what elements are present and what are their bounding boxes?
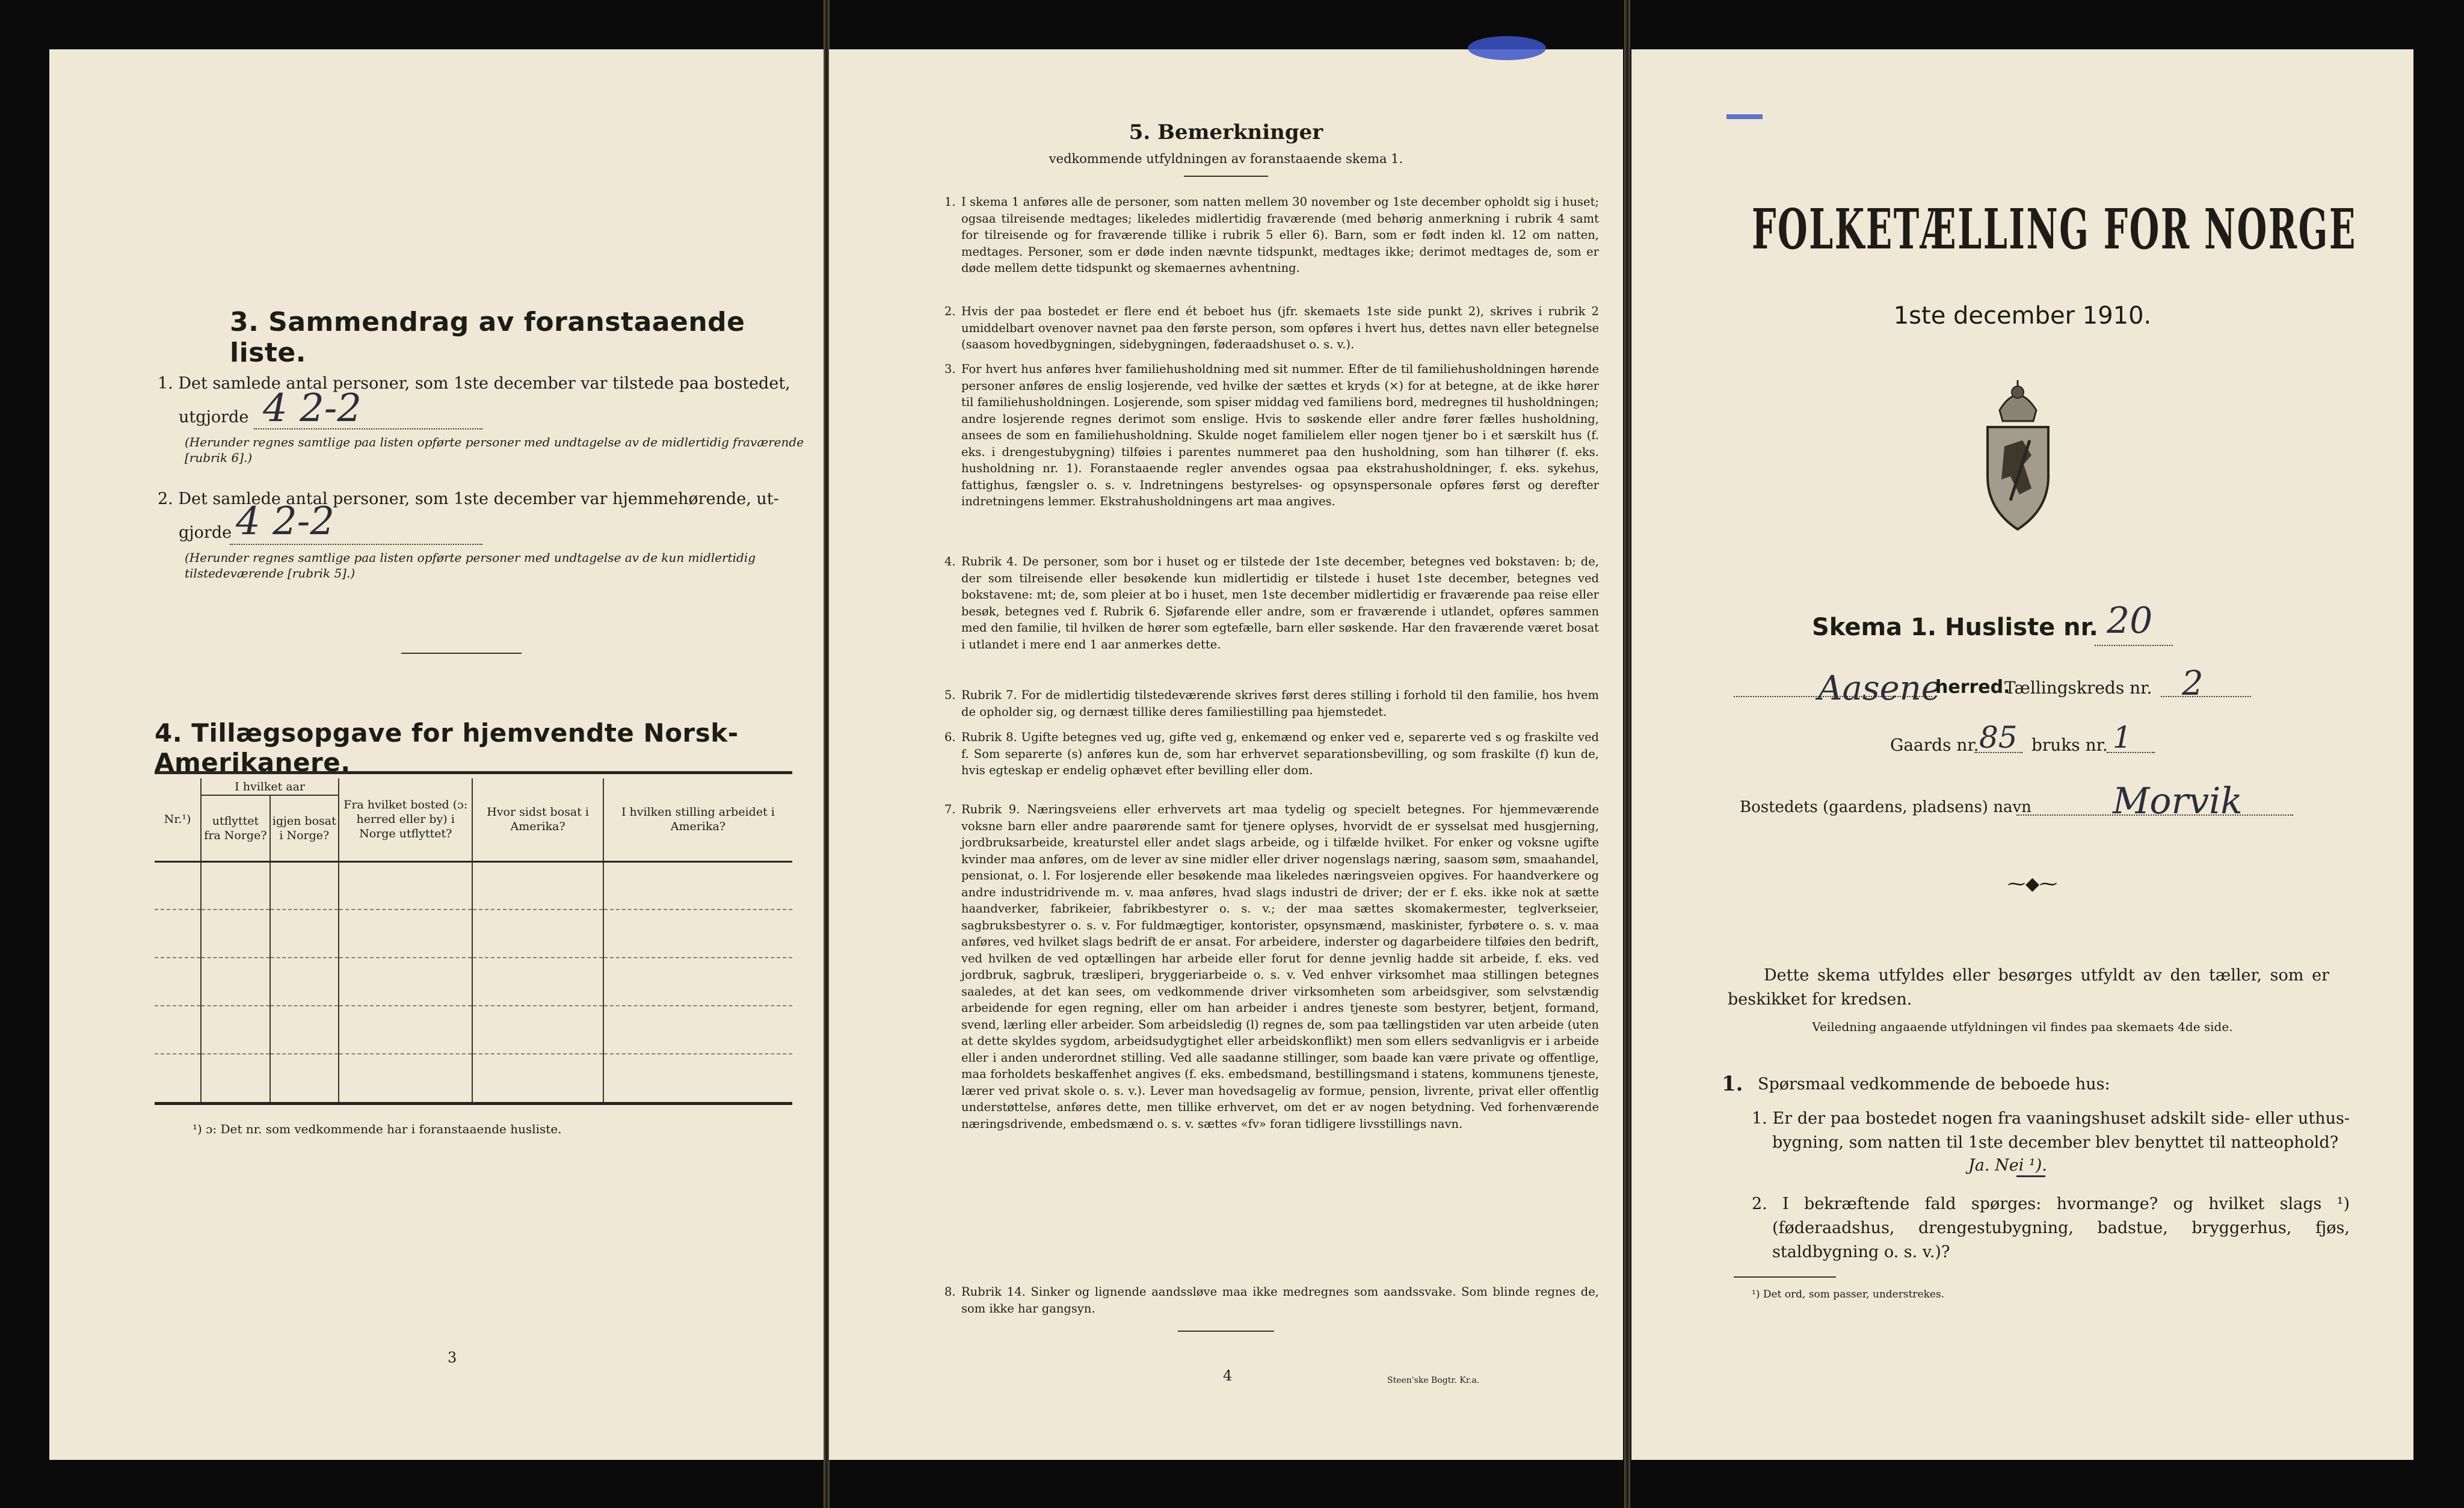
question-2: 2. I bekræftende fald spørges: hvormange? og hvilket slags ¹) (føderaadshus, drengestubygning, badstue, bryggerhus, fjøs, staldbygning o. s. v.)? xyxy=(1752,1195,2350,1261)
table-cell xyxy=(201,1006,270,1054)
remark-8 xyxy=(944,1284,1599,1317)
table-bottom-rule xyxy=(155,1102,792,1105)
remark-2 xyxy=(944,303,1599,353)
middle-page xyxy=(829,49,1623,1460)
bruks-label: bruks nr. xyxy=(2031,735,2108,755)
bottom-rule xyxy=(1178,1331,1274,1332)
table-cell xyxy=(603,909,792,958)
remark-8-number: 8. xyxy=(944,1285,956,1299)
ink-mark xyxy=(1726,114,1763,119)
page-number-4: 4 xyxy=(1223,1367,1233,1384)
gaards-handwritten: 85 xyxy=(1979,720,2018,755)
remark-2-number: 2. xyxy=(944,304,956,318)
remark-1-number: 1. xyxy=(944,195,956,209)
remark-1 xyxy=(944,194,1599,277)
printer-mark: Steen'ske Bogtr. Kr.a. xyxy=(1387,1376,1480,1385)
table-top-rule xyxy=(155,771,792,774)
table-cell xyxy=(270,1054,339,1102)
intro-text: Dette skema utfyldes eller besørges utfyldt av den tæller, som er beskikket for kredsen. xyxy=(1728,966,2329,1009)
krets-handwritten: 2 xyxy=(2182,664,2204,703)
item2-dotted-line xyxy=(230,544,482,545)
table-cell xyxy=(155,958,201,1006)
remark-6-number: 6. xyxy=(944,730,956,744)
col-utflyttet: utflyttet fra Norge? xyxy=(201,795,270,861)
section3-title: 3. Sammendrag av foranstaaende liste. xyxy=(230,307,745,368)
table-cell xyxy=(472,1054,603,1102)
table-cell xyxy=(472,909,603,958)
question-heading-number: 1. xyxy=(1722,1072,1743,1096)
bemerkninger-subtitle: vedkommende utfyldningen av foranstaaende skema 1. xyxy=(1049,152,1403,166)
remark-4-number: 4. xyxy=(944,555,956,568)
norway-coat-of-arms-icon xyxy=(1974,374,2062,537)
herred-label: herred. xyxy=(1935,677,2010,698)
gaards-dotted-line xyxy=(1974,752,2022,753)
table-cell xyxy=(155,1054,201,1102)
table-cell xyxy=(603,1006,792,1054)
remark-5-number: 5. xyxy=(944,688,956,702)
section3-item2-gjorde: gjorde xyxy=(179,523,232,542)
col-group-header: I hvilket aar xyxy=(201,778,339,795)
section4-footnote: ¹) ɔ: Det nr. som vedkommende har i foranstaaende husliste. xyxy=(192,1122,562,1136)
table-cell xyxy=(603,1054,792,1102)
question-1-answer: Ja. Nei ¹). xyxy=(1968,1156,2047,1175)
bruks-dotted-line xyxy=(2107,752,2155,753)
spine-fold-right xyxy=(1624,0,1630,1508)
remark-2-text: Hvis der paa bostedet er flere end ét beboet hus (jfr. skemaets 1ste side punkt 2), skrives i rubrik 2 umiddelbart ovenover navnet paa den første person, som opføres i hvert hus, dettes navn eller betegnelse (saasom hovedbygningen, sidebygningen, føderaadshuset o. s. v.). xyxy=(961,304,1599,351)
gaards-label: Gaards nr. xyxy=(1890,735,1979,755)
section3-item1-handwritten-count: 4 2-2 xyxy=(263,386,362,431)
section3-item2-note: (Herunder regnes samtlige paa listen opførte personer med undtagelse av de kun midlertidig tilstedeværende [rubrik 5].) xyxy=(185,550,756,580)
husliste-nr-handwritten: 20 xyxy=(2107,600,2153,642)
herred-handwritten: Aasene xyxy=(1818,669,1941,708)
nei-underline xyxy=(2016,1175,2045,1177)
table-cell xyxy=(155,909,201,958)
ornament-icon: ⁓◆⁓ xyxy=(2007,873,2058,894)
remark-6-text: Rubrik 8. Ugifte betegnes ved ug, gifte ved g, enkemænd og enker ved e, separerte ved s og fraskilte ved f. Som separerte (s) anføres kun de, som har erhvervet separationsbevilling, og som fraskilte (f) kun de, hvis egteskap er endelig ophævet efter bevilling eller dom. xyxy=(961,730,1599,777)
section3-item2: 2. Det samlede antal personer, som 1ste december var hjemmehørende, ut- xyxy=(158,490,779,508)
remark-3-number: 3. xyxy=(944,362,956,376)
table-cell xyxy=(155,1006,201,1054)
table-cell xyxy=(201,1054,270,1102)
norsk-amerikanere-table xyxy=(155,778,792,1102)
remark-7 xyxy=(944,801,1599,1132)
table-cell xyxy=(155,861,201,909)
bemerkninger-title: 5. Bemerkninger xyxy=(1129,120,1323,144)
remark-4-text: Rubrik 4. De personer, som bor i huset og er tilstede der 1ste december, betegnes ved bokstaven: b; de, der som tilreisende eller besøkende kun midlertidig er tilstede i huset 1ste december, betegnes ved bokstavene: mt; de, som pleier at bo i huset, men 1ste december midlertidig er fraværende paa reise eller besøk, betegnes ved f. Rubrik 6. Sjøfarende eller andre, som er fraværende i utlandet, opføres sammen med den familie, til hvilken de hører som egtefælle, barn eller søskende. Har den fraværende været bosat i utlandet i mere end 1 aar anmerkes dette. xyxy=(961,555,1599,651)
col-fra-hvilket-bosted: Fra hvilket bosted (ɔ: herred eller by) i Norge utflyttet? xyxy=(339,778,473,861)
krets-label: Tællingskreds nr. xyxy=(2004,678,2152,698)
title-rule xyxy=(1184,176,1268,177)
table-cell xyxy=(201,861,270,909)
husliste-dotted-line xyxy=(2095,645,2173,646)
table-cell xyxy=(270,909,339,958)
table-cell xyxy=(339,1054,473,1102)
col-stilling: I hvilken stilling arbeidet i Amerika? xyxy=(603,778,792,861)
remark-7-number: 7. xyxy=(944,802,956,816)
footnote-rule xyxy=(1734,1276,1836,1278)
remark-1-text: I skema 1 anføres alle de personer, som natten mellem 30 november og 1ste december opholdt sig i huset; ogsaa tilreisende medtages; likeledes midlertidig fraværende (med behørig anmerkning i rubrik 4 samt for tilreisende og for fraværende tillike i rubrik 5 eller 6). Barn, som er født inden kl. 12 om natten, medtages. Personer, som er døde inden nævnte tidspunkt, medtages ikke; derimot medtages de, som er døde mellem dette tidspunkt og skemaernes avhentning. xyxy=(961,195,1599,275)
bosted-handwritten: Morvik xyxy=(2113,780,2243,822)
krets-dotted-line xyxy=(2161,696,2251,697)
census-title: FOLKETÆLLING FOR NORGE xyxy=(1752,197,2357,262)
remark-7-text: Rubrik 9. Næringsveiens eller erhvervets art maa tydelig og specielt betegnes. For hjemmeværende voksne barn eller andre paarørende samt for tjenere oplyses, hvorvidt de er sysselsat med husgjerning, jordbruksarbeide, kreaturstel eller andet slags arbeide, og i tilfælde hvilket. For enker og voksne ugifte kvinder maa anføres, om de lever av sine midler eller driver nogenslags næring, saasom søm, smaahandel, pensionat, o. l. For losjerende eller besøkende maa likeledes næringsveien opgives. For haandverkere og andre industridrivende m. v. maa anføres, hvad slags industri de driver; der er f. eks. ikke nok at sætte haandverker, fabrikeier, fabrikbestyrer o. s. v.; der maa sættes skomakermester, teglverkseier, sagbruksbestyrer o. s. v. For fuldmægtiger, kontorister, opsynsmænd, maskinister, fyrbøtere o. s. v. maa anføres, ved hvilket slags bedrift de er ansat. For arbeidere, inderster og dagarbeidere tilføies den bedrift, ved hvilken de ved optællingen har arbeide eller forut for denne jevnlig hadde sit arbeide, f. eks. ved jordbruk, sagbruk, træsliperi, bryggeriarbeide o. s. v. Ved enhver virksomhet maa stillingen betegnes saaledes, at det kan sees, om vedkommende driver virksomheten som arbeidsgiver, som selvstændig arbeidende for egen regning, eller om han arbeider i andres tjeneste som bestyrer, betjent, formand, svend, lærling eller arbeider. Som arbeidsledig (l) regnes de, som paa tællingstiden var uten arbeide (uten at dette skyldes sygdom, arbeidsudygtighet eller arbeidskonflikt) men som ellers sedvanligvis er i arbeide eller i anden underordnet stilling. Ved alle saadanne stillinger, som baade kan være private og offentlige, maa forholdets beskaffenhet angives (f. eks. embedsmand, bestillingsmand i statens, kommunens tjeneste, lærer ved privat skole o. s. v.). Lever man hovedsagelig av formue, pension, livrente, privat eller offentlig understøttelse, anføres dette, men tillike erhvervet, om det er av nogen betydning. Ved forhenværende næringsdrivende, embedsmænd o. s. v. sættes «fv» foran tidligere livsstillings navn. xyxy=(961,802,1599,1131)
right-page xyxy=(1631,49,2413,1460)
remark-4 xyxy=(944,553,1599,653)
table-cell xyxy=(270,958,339,1006)
remark-5-text: Rubrik 7. For de midlertidig tilstedeværende skrives først deres stilling i forhold til den familie, hos hvem de opholder sig, og dernæst tillike deres familiestilling paa hjemstedet. xyxy=(961,688,1599,719)
ink-smudge xyxy=(1468,36,1546,60)
skema-label: Skema 1. Husliste nr. xyxy=(1812,614,2098,641)
col-igjen-bosat: igjen bosat i Norge? xyxy=(270,795,339,861)
page-number-3: 3 xyxy=(448,1349,457,1366)
question-heading: Spørsmaal vedkommende de beboede hus: xyxy=(1758,1075,2110,1094)
item1-dotted-line xyxy=(254,428,482,429)
col-nr: Nr.¹) xyxy=(164,813,191,826)
remark-8-text: Rubrik 14. Sinker og lignende aandssløve maa ikke medregnes som aandssvake. Som blinde regnes de, som ikke har gangsyn. xyxy=(961,1285,1599,1316)
section-divider xyxy=(401,653,522,654)
intro-small-text: Veiledning angaaende utfyldningen vil findes paa skemaets 4de side. xyxy=(1812,1020,2233,1034)
bruks-handwritten: 1 xyxy=(2113,720,2132,755)
table-cell xyxy=(472,1006,603,1054)
section3-item1: 1. Det samlede antal personer, som 1ste december var tilstede paa bostedet, xyxy=(158,374,790,393)
table-cell xyxy=(201,909,270,958)
remark-5 xyxy=(944,687,1599,720)
left-page xyxy=(49,49,825,1460)
remark-3 xyxy=(944,361,1599,510)
footnote: ¹) Det ord, som passer, understrekes. xyxy=(1752,1288,1945,1300)
table-cell xyxy=(603,861,792,909)
table-cell xyxy=(603,958,792,1006)
question-1: 1. Er der paa bostedet nogen fra vaaningshuset adskilt side- eller uthus-bygning, som natten til 1ste december blev benyttet til natteophold? xyxy=(1752,1109,2350,1152)
remark-6 xyxy=(944,729,1599,779)
col-hvor-sidst-bosat: Hvor sidst bosat i Amerika? xyxy=(472,778,603,861)
table-cell xyxy=(270,861,339,909)
section3-item2-handwritten-count: 4 2-2 xyxy=(236,499,335,544)
remark-3-text: For hvert hus anføres hver familiehusholdning med sit nummer. Efter de til familiehusholdningen hørende personer anføres de enslig losjerende, ved hvilke der sættes et kryds (×) for at betegne, at de ikke hører til familiehusholdningen. Losjerende, som spiser middag ved familiens bord, medregnes til husholdningen; andre losjerende regnes derimot som enslige. Hvis to søskende eller andre fører fælles husholdning, ansees de som en familiehusholdning. Skulde noget familielem eller nogen tjener bo i et særskilt hus (f. eks. i drengestubygning) tilføies i parentes nummeret paa den husholdning, som han tilhører (f. eks. husholdning nr. 1). Foranstaaende regler anvendes ogsaa paa ekstrahusholdninger, f. eks. sykehus, fattighus, fængsler o. s. v. Indretningens bestyrelses- og opsynspersonale opføres først og derefter indretningens lemmer. Ekstrahusholdningens art maa angives. xyxy=(961,362,1599,508)
table-cell xyxy=(201,958,270,1006)
table-cell xyxy=(472,861,603,909)
section3-item1-utgjorde: utgjorde xyxy=(179,408,249,426)
section4-title: 4. Tillægsopgave for hjemvendte Norsk-Amerikanere. xyxy=(155,718,739,777)
bosted-dotted-line xyxy=(2016,814,2293,816)
table-cell xyxy=(339,909,473,958)
section3-item1-note: (Herunder regnes samtlige paa listen opførte personer med undtagelse av de midlertidig fraværende [rubrik 6].) xyxy=(185,435,804,465)
table-cell xyxy=(339,1006,473,1054)
bosted-label: Bostedets (gaardens, pladsens) navn xyxy=(1740,798,2031,816)
table-cell xyxy=(270,1006,339,1054)
table-cell xyxy=(339,958,473,1006)
census-date: 1ste december 1910. xyxy=(1893,302,2152,330)
table-cell xyxy=(339,861,473,909)
table-cell xyxy=(472,958,603,1006)
